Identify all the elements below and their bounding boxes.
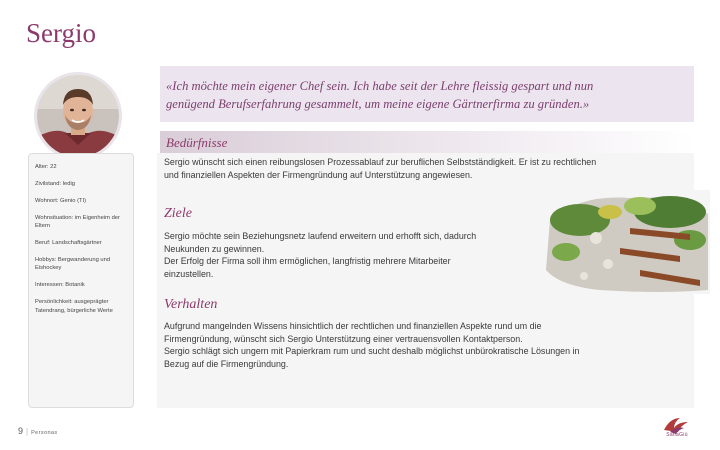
fact-occupation: Beruf: Landschaftsgärtner <box>35 240 102 247</box>
logo-text: SanaGiù <box>666 432 688 438</box>
needs-heading: Bedürfnisse <box>160 131 694 153</box>
behavior-line: Bezug auf die Firmengründung. <box>164 358 289 369</box>
fact-personality: Persönlichkeit: ausgeprägter Tatendrang, bürgerliche Werte <box>35 299 113 314</box>
fact-living-situation: Wohnsituation: im Eigenheim der Eltern <box>35 214 120 230</box>
persona-quote <box>160 66 694 122</box>
page-title: Sergio <box>26 18 97 48</box>
goals-heading: Ziele <box>164 206 192 221</box>
profile-facts-panel <box>28 153 134 408</box>
goals-line: einzustellen. <box>164 268 214 279</box>
quote-line: «Ich möchte mein eigener Chef sein. Ich habe seit der Lehre fleissig gespart und nun <box>166 79 594 93</box>
garden-illustration <box>540 190 710 294</box>
fact-item <box>35 197 127 205</box>
fact-residence: Wohnort: Genio (TI) <box>35 197 87 204</box>
persona-photo <box>34 72 122 160</box>
fact-item <box>35 281 127 289</box>
behavior-line: Sergio schlägt sich ungern mit Papierkram rum und sucht deshalb möglichst unbürokratische Lösungen in <box>164 346 580 356</box>
footer <box>18 426 58 436</box>
fact-item <box>35 214 127 231</box>
behavior-text <box>164 320 579 370</box>
fact-interests: Interessen: Botanik <box>35 282 85 289</box>
fact-item <box>35 239 127 247</box>
profile-facts <box>35 163 127 315</box>
goals-line: Der Erfolg der Firma soll ihm ermöglichen, langfristig mehrere Mitarbeiter <box>164 256 451 266</box>
needs-text <box>164 156 596 181</box>
behavior-line: Firmengründung, wünscht sich Sergio Unterstützung einer vertrauensvollen Kontaktperson. <box>164 333 523 344</box>
fact-age: Alter: 22 <box>35 164 57 170</box>
goals-line: Sergio möchte sein Beziehungsnetz laufend erweitern und erhofft sich, dadurch <box>164 231 477 241</box>
footer-label: Personas <box>31 430 58 436</box>
fact-hobbies: Hobbys: Bergwanderung und Eishockey <box>35 256 111 272</box>
behavior-line: Aufgrund mangelnden Wissens hinsichtlich der rechtlichen und finanziellen Aspekte rund um die <box>164 321 542 331</box>
behavior-heading: Verhalten <box>164 297 218 312</box>
needs-line: und finanziellen Aspekten der Firmengründung auf Unterstützung angewiesen. <box>164 169 473 180</box>
page-number: 9 <box>18 426 24 436</box>
quote-line: genügend Berufserfahrung gesammelt, um meine eigene Gärtnerfirma zu gründen.» <box>166 97 590 111</box>
fact-item <box>35 256 127 273</box>
fact-item <box>35 163 127 171</box>
fact-item <box>35 180 127 188</box>
needs-line: Sergio wünscht sich einen reibungslosen Prozessablauf zur beruflichen Selbstständigkeit. Er ist zu rechtlichen <box>164 157 597 167</box>
goals-line: Neukunden zu gewinnen. <box>164 243 265 254</box>
garden-image <box>540 190 710 294</box>
footer-separator: | <box>26 427 29 436</box>
goals-text <box>164 230 476 280</box>
persona-avatar-image <box>37 75 119 157</box>
fact-marital-status: Zivilstand: ledig <box>35 180 75 187</box>
fact-item <box>35 298 127 315</box>
